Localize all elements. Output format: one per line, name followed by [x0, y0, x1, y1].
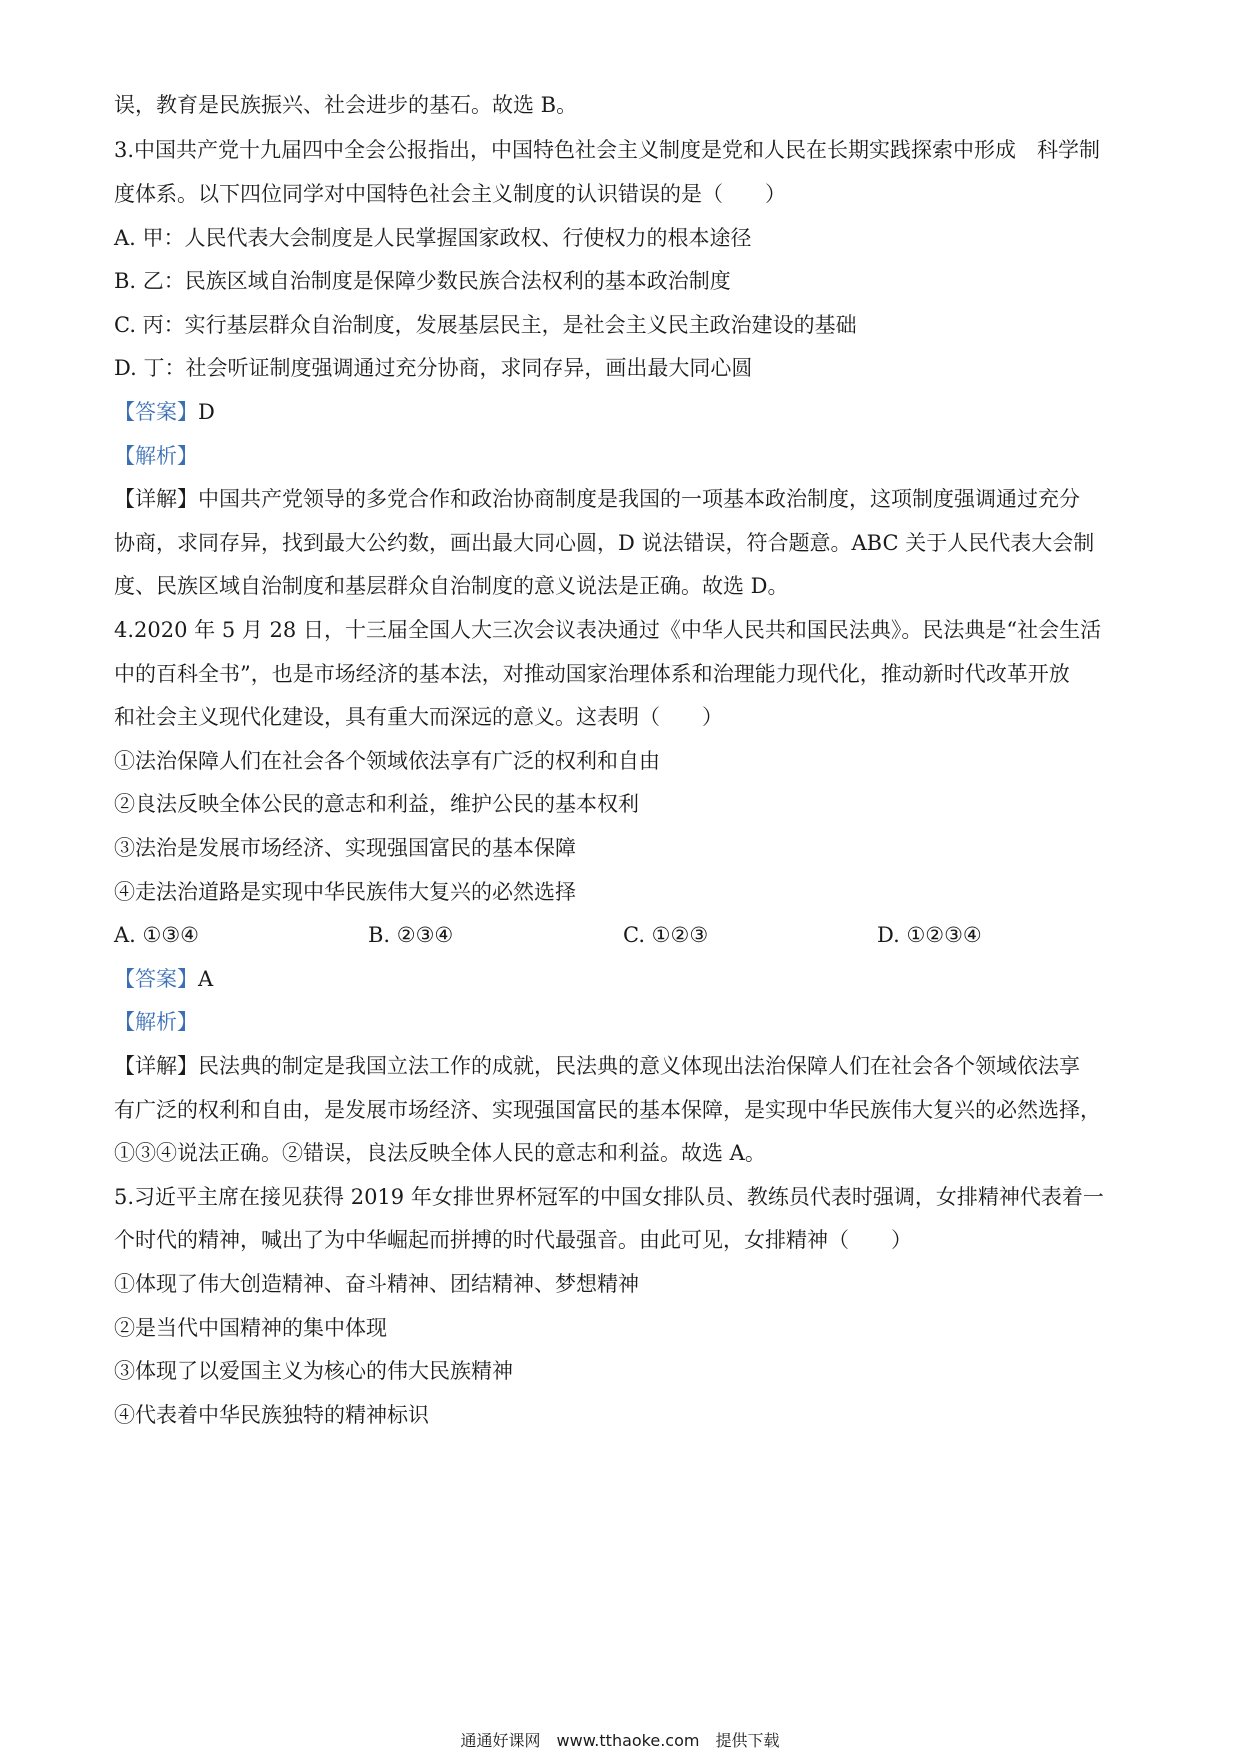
- detail-text: 民法典的制定是我国立法工作的成就，民法典的意义体现出法治保障人们在社会各个领域依法享: [198, 1054, 1080, 1078]
- question-5-stem: 5.习近平主席在接见获得 2019 年女排世界杯冠军的中国女排队员、教练员代表时强调，女排精神代表着一: [114, 1185, 1104, 1209]
- analysis-tag: 【解析】: [114, 1010, 198, 1034]
- question-4-detail: [114, 1051, 1134, 1081]
- question-4-option-a: A. ①③④: [114, 923, 199, 947]
- question-4-item: ②良法反映全体公民的意志和利益，维护公民的基本权利: [114, 792, 639, 816]
- question-4-option-b: B. ②③④: [368, 923, 454, 947]
- detail-tag: 【详解】: [114, 487, 198, 511]
- question-4-stem: 中的百科全书”，也是市场经济的基本法，对推动国家治理体系和治理能力现代化，推动新时代改革开放: [114, 662, 1070, 686]
- answer-tag: 【答案】: [114, 967, 198, 991]
- question-4-answer: [114, 964, 1134, 994]
- question-3-detail: 度、民族区域自治制度和基层群众自治制度的意义说法是正确。故选 D。: [114, 574, 789, 598]
- question-4-analysis: [114, 1007, 1134, 1037]
- text-line: 误，教育是民族振兴、社会进步的基石。故选 B。: [114, 93, 578, 117]
- question-4-detail: 有广泛的权利和自由，是发展市场经济、实现强国富民的基本保障，是实现中华民族伟大复兴的必然选择，: [114, 1098, 1101, 1122]
- question-3-option-d: D. 丁：社会听证制度强调通过充分协商，求同存异，画出最大同心圆: [114, 356, 753, 380]
- question-3-stem: 度体系。以下四位同学对中国特色社会主义制度的认识错误的是（ ）: [114, 182, 786, 206]
- question-4-item: ③法治是发展市场经济、实现强国富民的基本保障: [114, 836, 576, 860]
- question-5-stem: 个时代的精神，喊出了为中华崛起而拼搏的时代最强音。由此可见，女排精神（ ）: [114, 1228, 912, 1252]
- question-5-item: ②是当代中国精神的集中体现: [114, 1316, 387, 1340]
- question-5-item: ④代表着中华民族独特的精神标识: [114, 1403, 429, 1427]
- detail-text: 中国共产党领导的多党合作和政治协商制度是我国的一项基本政治制度，这项制度强调通过充分: [198, 487, 1080, 511]
- question-4-option-c: C. ①②③: [623, 923, 709, 947]
- question-5-item: ①体现了伟大创造精神、奋斗精神、团结精神、梦想精神: [114, 1272, 639, 1296]
- question-3-option-a: A. 甲：人民代表大会制度是人民掌握国家政权、行使权力的根本途径: [114, 226, 752, 250]
- question-3-detail: 协商，求同存异，找到最大公约数，画出最大同心圆，D 说法错误，符合题意。ABC 关于人民代表大会制: [114, 531, 1095, 555]
- question-3-option-b: B. 乙：民族区域自治制度是保障少数民族合法权利的基本政治制度: [114, 269, 731, 293]
- question-4-item: ①法治保障人们在社会各个领域依法享有广泛的权利和自由: [114, 749, 660, 773]
- answer-value: A: [198, 967, 214, 991]
- answer-tag: 【答案】: [114, 400, 198, 424]
- question-5-item: ③体现了以爱国主义为核心的伟大民族精神: [114, 1359, 513, 1383]
- question-3-stem: 3.中国共产党十九届四中全会公报指出，中国特色社会主义制度是党和人民在长期实践探索中形成 科学制: [114, 138, 1101, 162]
- question-4-stem: 4.2020 年 5 月 28 日，十三届全国人大三次会议表决通过《中华人民共和国民法典》。民法典是“社会生活: [114, 618, 1102, 642]
- question-3-analysis: [114, 441, 1134, 471]
- answer-value: D: [198, 400, 215, 424]
- question-3-detail: [114, 484, 1134, 514]
- question-4-item: ④走法治道路是实现中华民族伟大复兴的必然选择: [114, 880, 576, 904]
- question-4-stem: 和社会主义现代化建设，具有重大而深远的意义。这表明（ ）: [114, 705, 723, 729]
- question-3-answer: [114, 397, 1134, 427]
- question-4-detail: ①③④说法正确。②错误，良法反映全体人民的意志和利益。故选 A。: [114, 1141, 766, 1165]
- detail-tag: 【详解】: [114, 1054, 198, 1078]
- page-footer: 通通好课网 www.tthaoke.com 提供下载: [460, 1731, 780, 1750]
- analysis-tag: 【解析】: [114, 444, 198, 468]
- question-3-option-c: C. 丙：实行基层群众自治制度，发展基层民主，是社会主义民主政治建设的基础: [114, 313, 857, 337]
- question-4-option-d: D. ①②③④: [877, 923, 982, 947]
